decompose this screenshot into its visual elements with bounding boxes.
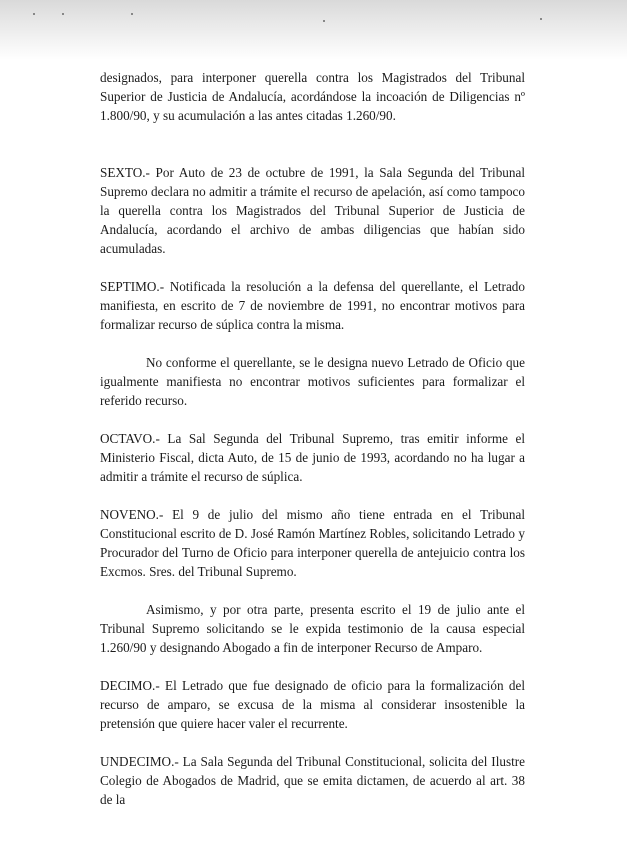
paragraph-sexto: SEXTO.- Por Auto de 23 de octubre de 1991, la Sala Segunda del Tribunal Supremo declara no admitir a trámite el recurso de apelación, así como tampoco la querella contra los Magistrados del Tribunal Superior de Justicia de Andalucía, acordando el archivo de ambas diligencias que habían sido acumuladas.	[100, 165, 525, 256]
paragraph-undecimo: UNDECIMO.- La Sala Segunda del Tribunal Constitucional, solicita del Ilustre Colegio de Abogados de Madrid, que se emita dictamen, de acuerdo al art. 38 de la	[100, 754, 525, 807]
paragraph-decimo: DECIMO.- El Letrado que fue designado de oficio para la formalización del recurso de amparo, se excusa de la misma al considerar insostenible la pretensión que quiere hacer valer el recurrente.	[100, 678, 525, 731]
paragraph-septimo: SEPTIMO.- Notificada la resolución a la defensa del querellante, el Letrado manifiesta, en escrito de 7 de noviembre de 1991, no encontrar motivos para formalizar recurso de súplica contra la misma.	[100, 279, 525, 332]
scan-speck	[33, 13, 35, 15]
paragraph-nuevo-letrado: No conforme el querellante, se le designa nuevo Letrado de Oficio que igualmente manifiesta no encontrar motivos suficientes para formalizar el referido recurso.	[100, 355, 525, 408]
paragraph-asimismo: Asimismo, y por otra parte, presenta escrito el 19 de julio ante el Tribunal Supremo solicitando se le expida testimonio de la causa especial 1.260/90 y designando Abogado a fin de interponer Recurso de Amparo.	[100, 602, 525, 655]
scan-speck	[131, 13, 133, 15]
document-page	[100, 68, 525, 809]
scan-speck	[323, 20, 325, 22]
paragraph-continuation: designados, para interponer querella contra los Magistrados del Tribunal Superior de Justicia de Andalucía, acordándose la incoación de Diligencias nº 1.800/90, y su acumulación a las antes citadas 1.260/90.	[100, 70, 525, 123]
scan-shadow	[0, 0, 627, 60]
paragraph-noveno: NOVENO.- El 9 de julio del mismo año tiene entrada en el Tribunal Constitucional escrito de D. José Ramón Martínez Robles, solicitando Letrado y Procurador del Turno de Oficio para interponer querella de antejuicio contra los Excmos. Sres. del Tribunal Supremo.	[100, 507, 525, 579]
scan-speck	[540, 18, 542, 20]
scan-speck	[62, 13, 64, 15]
paragraph-octavo: OCTAVO.- La Sal Segunda del Tribunal Supremo, tras emitir informe el Ministerio Fiscal, dicta Auto, de 15 de junio de 1993, acordando no ha lugar a admitir a trámite el recurso de súplica.	[100, 431, 525, 484]
